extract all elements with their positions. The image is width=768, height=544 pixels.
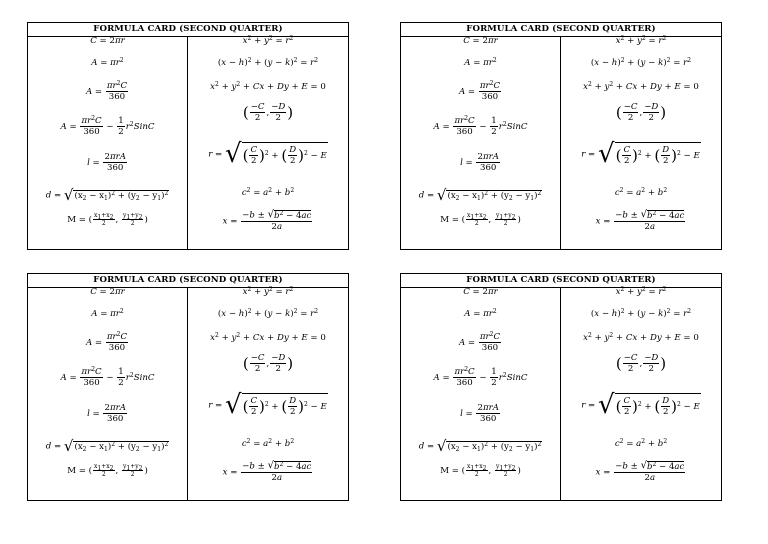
formula-circumference: C = 2πr [463, 36, 498, 46]
formula-distance: $d = √(x_2 - x_1)^2 + (y_2 - y_1)^2$ [45, 437, 169, 455]
formula-circumference: C = 2πr [90, 287, 125, 297]
formula-arc-length: l = $\frac{\text{2πrA}}{360}$ [87, 403, 126, 424]
formula-pythagorean: $c^2 = a^2 + b^2$ [241, 438, 295, 449]
formula-circle-area: $A = \pi r^2$ [464, 57, 497, 68]
formula-center-point: ( $\frac{-C}{2}$ , $\frac{-D}{2}$ ) [615, 353, 667, 374]
formula-center-point: ( $\frac{-C}{2}$ , $\frac{-D}{2}$ ) [615, 102, 667, 123]
left-column [28, 36, 188, 249]
formula-arc-length: l = $\frac{\text{2πrA}}{360}$ [87, 152, 126, 173]
formula-circle-area: $A = \pi r^2$ [464, 308, 497, 319]
formula-card-bottom-left [27, 273, 349, 501]
formula-radius: r = √( $\frac{C}{2}$ )$^2$ + ( $\frac{D}{2}$ )$^2$ − E [581, 390, 700, 420]
formula-distance: $d = √(x_2 - x_1)^2 + (y_2 - y_1)^2$ [418, 186, 542, 204]
formula-circle-area: $A = \pi r^2$ [91, 308, 124, 319]
formula-circumference: C = 2πr [463, 287, 498, 297]
formula-radius: r = √( $\frac{C}{2}$ )$^2$ + ( $\frac{D}{2}$ )$^2$ − E [208, 139, 327, 169]
formula-distance: $d = √(x_2 - x_1)^2 + (y_2 - y_1)^2$ [45, 186, 169, 204]
formula-circle-center-form: $(x - h)^2 + (y - k)^2 = r^2$ [217, 57, 319, 68]
right-column [188, 36, 348, 249]
formula-midpoint: M = ( $\frac{x_1+x_2}{2}$ , $\frac{y_1+y_2}{2}$ ) [67, 212, 148, 227]
formula-circle-center-form: $(x - h)^2 + (y - k)^2 = r^2$ [217, 308, 319, 319]
formula-circle-standard: $x^2 + y^2 = r^2$ [242, 286, 294, 297]
formula-circle-general: $x^2 + y^2 + Cx + Dy + E = 0$ [583, 81, 699, 92]
formula-quadratic: x = $\frac{-b \pm √b^2 - 4ac}{2a}$ [222, 209, 312, 232]
formula-midpoint: M = ( $\frac{x_1+x_2}{2}$ , $\frac{y_1+y_2}{2}$ ) [440, 463, 521, 478]
formula-card-top-left [27, 22, 349, 250]
formula-circle-general: $x^2 + y^2 + Cx + Dy + E = 0$ [210, 81, 326, 92]
formula-pythagorean: $c^2 = a^2 + b^2$ [614, 187, 668, 198]
card-title: FORMULA CARD (SECOND QUARTER) [401, 274, 721, 288]
formula-quadratic: x = $\frac{-b \pm √b^2 - 4ac}{2a}$ [595, 460, 685, 483]
right-column [561, 287, 721, 500]
formula-segment-area: A = $\frac{\pi r^2C}{360}$ − $\frac{1}{2}$ $r^2SinC$ [60, 115, 155, 137]
formula-center-point: ( $\frac{-C}{2}$ , $\frac{-D}{2}$ ) [242, 353, 294, 374]
formula-arc-length: l = $\frac{\text{2πrA}}{360}$ [460, 403, 499, 424]
formula-sector-area: A = $\frac{\pi r^2C}{360}$ [85, 80, 128, 102]
formula-circle-general: $x^2 + y^2 + Cx + Dy + E = 0$ [583, 332, 699, 343]
formula-sector-area: A = $\frac{\pi r^2C}{360}$ [458, 80, 501, 102]
left-column [401, 36, 561, 249]
formula-midpoint: M = ( $\frac{x_1+x_2}{2}$ , $\frac{y_1+y_2}{2}$ ) [67, 463, 148, 478]
card-title: FORMULA CARD (SECOND QUARTER) [28, 23, 348, 37]
formula-pythagorean: $c^2 = a^2 + b^2$ [241, 187, 295, 198]
right-column [561, 36, 721, 249]
formula-segment-area: A = $\frac{\pi r^2C}{360}$ − $\frac{1}{2}$ $r^2SinC$ [433, 115, 528, 137]
formula-arc-length: l = $\frac{\text{2πrA}}{360}$ [460, 152, 499, 173]
right-column [188, 287, 348, 500]
card-title: FORMULA CARD (SECOND QUARTER) [401, 23, 721, 37]
left-column [28, 287, 188, 500]
formula-center-point: ( $\frac{-C}{2}$ , $\frac{-D}{2}$ ) [242, 102, 294, 123]
formula-radius: r = √( $\frac{C}{2}$ )$^2$ + ( $\frac{D}{2}$ )$^2$ − E [208, 390, 327, 420]
formula-segment-area: A = $\frac{\pi r^2C}{360}$ − $\frac{1}{2}$ $r^2SinC$ [433, 366, 528, 388]
formula-distance: $d = √(x_2 - x_1)^2 + (y_2 - y_1)^2$ [418, 437, 542, 455]
formula-midpoint: M = ( $\frac{x_1+x_2}{2}$ , $\frac{y_1+y_2}{2}$ ) [440, 212, 521, 227]
left-column [401, 287, 561, 500]
formula-circle-standard: $x^2 + y^2 = r^2$ [242, 35, 294, 46]
card-title: FORMULA CARD (SECOND QUARTER) [28, 274, 348, 288]
formula-pythagorean: $c^2 = a^2 + b^2$ [614, 438, 668, 449]
formula-radius: r = √( $\frac{C}{2}$ )$^2$ + ( $\frac{D}{2}$ )$^2$ − E [581, 139, 700, 169]
formula-circumference: C = 2πr [90, 36, 125, 46]
formula-circle-general: $x^2 + y^2 + Cx + Dy + E = 0$ [210, 332, 326, 343]
formula-circle-standard: $x^2 + y^2 = r^2$ [615, 286, 667, 297]
formula-card-top-right [400, 22, 722, 250]
formula-segment-area: A = $\frac{\pi r^2C}{360}$ − $\frac{1}{2}$ $r^2SinC$ [60, 366, 155, 388]
formula-quadratic: x = $\frac{-b \pm √b^2 - 4ac}{2a}$ [595, 209, 685, 232]
formula-card-bottom-right [400, 273, 722, 501]
formula-quadratic: x = $\frac{-b \pm √b^2 - 4ac}{2a}$ [222, 460, 312, 483]
formula-circle-area: $A = \pi r^2$ [91, 57, 124, 68]
formula-circle-standard: $x^2 + y^2 = r^2$ [615, 35, 667, 46]
formula-sector-area: A = $\frac{\pi r^2C}{360}$ [85, 331, 128, 353]
formula-sector-area: A = $\frac{\pi r^2C}{360}$ [458, 331, 501, 353]
formula-circle-center-form: $(x - h)^2 + (y - k)^2 = r^2$ [590, 57, 692, 68]
formula-circle-center-form: $(x - h)^2 + (y - k)^2 = r^2$ [590, 308, 692, 319]
